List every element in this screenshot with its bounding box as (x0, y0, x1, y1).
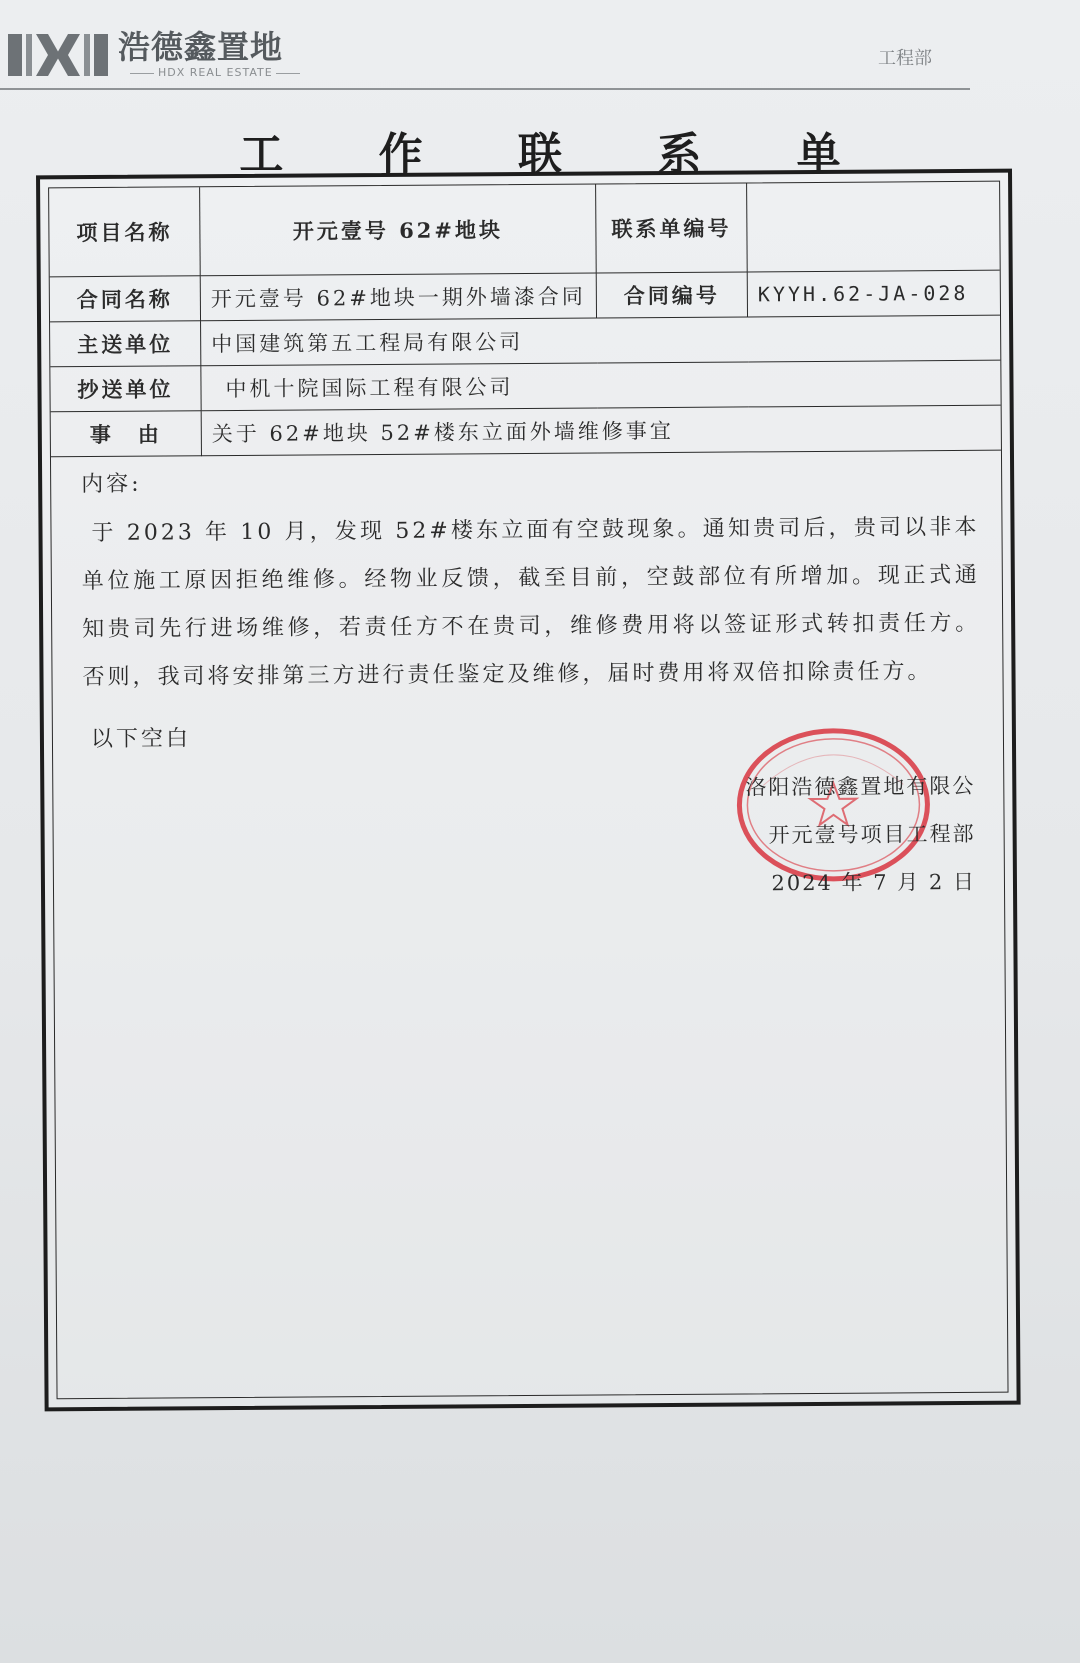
content-body: 于 2023 年 10 月，发现 52#楼东立面有空鼓现象。通知贵司后，贵司以非本单位施工原因拒绝维修。经物业反馈，截至目前，空鼓部位有所增加。现正式通知贵司先行进场维修，若责任方不在贵司，维修费用将以签证形式转扣责任方。否则，我司将安排第三方进行责任鉴定及维修，届时费用将双倍扣除责任方。 (81, 514, 981, 691)
subject-value: 关于 62#地块 52#楼东立面外墙维修事宜 (201, 405, 1001, 456)
cc-label: 抄送单位 (50, 366, 201, 412)
brand-name: 浩德鑫置地 (118, 28, 284, 66)
brand-name-english: HDX REAL ESTATE (158, 66, 273, 79)
project-name-label: 项目名称 (49, 187, 200, 277)
form-inner-border (48, 181, 1008, 1400)
signature-block (715, 762, 976, 908)
signing-date: 2024 年 7 月 2 日 (771, 869, 977, 896)
signing-department: 开元壹号项目工程部 (768, 821, 976, 848)
blank-below-note: 以下空白 (90, 726, 192, 753)
table-row (51, 405, 1001, 457)
contact-no-label: 联系单编号 (596, 183, 748, 273)
department-label: 工程部 (878, 48, 932, 69)
contract-no-label: 合同编号 (596, 272, 747, 318)
main-recipient-label: 主送单位 (50, 321, 201, 367)
brand-rule-left (130, 73, 154, 74)
table-row (49, 182, 1000, 277)
info-table (49, 182, 1001, 458)
table-row (50, 315, 1000, 367)
main-recipient-value: 中国建筑第五工程局有限公司 (201, 315, 1001, 366)
company-logo-icon (8, 30, 108, 80)
signing-company: 洛阳浩德鑫置地有限公 (745, 773, 976, 800)
project-name-value: 开元壹号 62#地块 (200, 185, 597, 276)
contact-form (36, 169, 1021, 1412)
contact-no-value (747, 182, 1000, 272)
content-label: 内容: (81, 471, 142, 498)
document-title: 工 作 联 系 单 (239, 129, 881, 180)
header-divider (0, 88, 970, 90)
contract-no-value: KYYH.62-JA-028 (747, 270, 1000, 317)
table-row (50, 270, 1000, 322)
content-section (51, 451, 1003, 754)
brand-rule-right (276, 73, 300, 74)
cc-value: 中机十院国际工程有限公司 (201, 360, 1001, 411)
contract-name-label: 合同名称 (50, 276, 201, 322)
contract-name-value: 开元壹号 62#地块一期外墙漆合同 (200, 273, 596, 321)
letterhead (0, 0, 1080, 95)
subject-label: 事 由 (51, 411, 202, 457)
table-row (50, 360, 1000, 412)
